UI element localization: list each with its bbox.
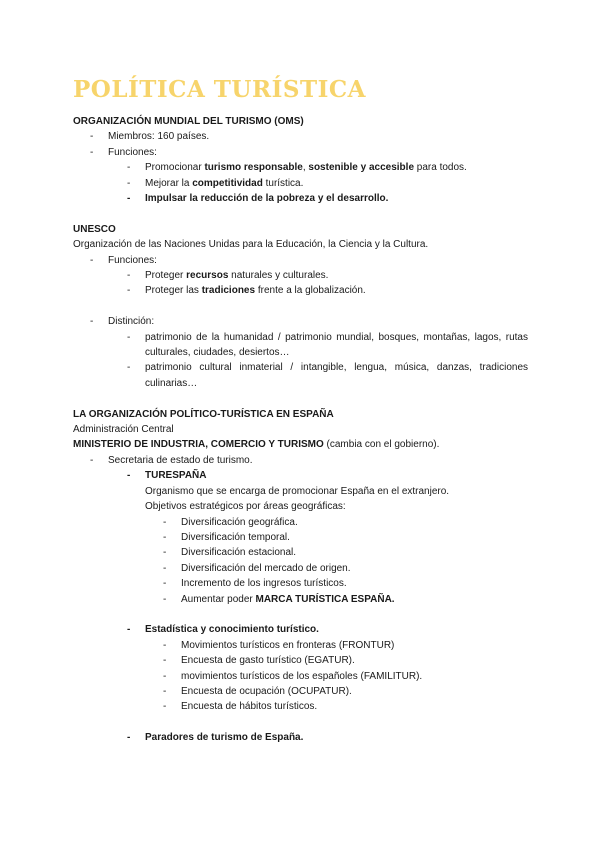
bullet-dash: - (163, 593, 167, 605)
unesco-funcion-1: - Proteger recursos naturales y culturales. (73, 268, 528, 283)
turespana-desc: Organismo que se encarga de promocionar España en el extranjero. (145, 485, 450, 497)
bullet-dash: - (127, 624, 131, 636)
oms-funcion-3: - Impulsar la reducción de la pobreza y el desarrollo. (73, 191, 528, 206)
bullet-dash: - (90, 254, 94, 266)
estadistica-item: - movimientos turísticos de los españoles (FAMILITUR). (73, 669, 528, 684)
unesco-funcion-2: - Proteger las tradiciones frente a la globalización. (73, 283, 528, 298)
bullet-dash: - (127, 177, 131, 189)
document-body (73, 114, 528, 746)
bullet-dash: - (90, 316, 94, 328)
bullet-dash: - (127, 470, 131, 482)
bullet-dash: - (163, 516, 167, 528)
estadistica-heading: - Estadística y conocimiento turístico. (73, 622, 528, 637)
turespana-item: - Diversificación del mercado de origen. (73, 561, 528, 576)
turespana-item-marca: - Aumentar poder MARCA TURÍSTICA ESPAÑA. (73, 592, 528, 607)
estadistica-item: - Encuesta de gasto turístico (EGATUR). (73, 653, 528, 668)
estadistica-item: - Encuesta de hábitos turísticos. (73, 699, 528, 714)
oms-miembros: - Miembros: 160 países. (73, 129, 528, 144)
turespana-heading: - TURESPAÑA (73, 468, 528, 483)
bullet-dash: - (127, 285, 131, 297)
espana-heading: LA ORGANIZACIÓN POLÍTICO-TURÍSTICA EN ESPAÑA (73, 408, 334, 420)
page-title: POLÍTICA TURÍSTICA (73, 76, 366, 103)
bullet-dash: - (163, 670, 167, 682)
unesco-distincion-2: - patrimonio cultural inmaterial / intangible, lengua, música, danzas, tradiciones culinarias… (127, 362, 528, 389)
oms-funcion-1: - Promocionar turismo responsable, sostenible y accesible para todos. (73, 160, 528, 175)
bullet-dash: - (127, 162, 131, 174)
espana-secretaria: - Secretaria de estado de turismo. (73, 453, 528, 468)
turespana-objetivos: Objetivos estratégicos por áreas geográficas: (145, 501, 346, 513)
turespana-item: - Diversificación estacional. (73, 545, 528, 560)
estadistica-item: - Encuesta de ocupación (OCUPATUR). (73, 684, 528, 699)
espana-ministerio: MINISTERIO DE INDUSTRIA, COMERCIO Y TURISMO (cambia con el gobierno). (73, 439, 440, 451)
bullet-dash: - (163, 578, 167, 590)
unesco-funciones: - Funciones: (73, 253, 528, 268)
unesco-full-name: Organización de las Naciones Unidas para la Educación, la Ciencia y la Cultura. (73, 239, 429, 251)
unesco-distincion-1: - patrimonio de la humanidad / patrimonio mundial, bosques, montañas, lagos, rutas culturales, ciudades, desiertos… (127, 331, 528, 359)
bullet-dash: - (127, 732, 131, 744)
turespana-item: - Diversificación geográfica. (73, 515, 528, 530)
bullet-dash: - (163, 701, 167, 713)
bullet-dash: - (127, 270, 131, 282)
bullet-dash: - (163, 685, 167, 697)
bullet-dash: - (163, 655, 167, 667)
turespana-item: - Incremento de los ingresos turísticos. (73, 576, 528, 591)
unesco-heading: UNESCO (73, 223, 116, 235)
oms-funciones: - Funciones: (73, 145, 528, 160)
bullet-dash: - (127, 331, 131, 343)
unesco-distincion: - Distinción: (73, 314, 528, 329)
bullet-dash: - (90, 454, 94, 466)
bullet-dash: - (90, 131, 94, 143)
bullet-dash: - (163, 639, 167, 651)
oms-funcion-2: - Mejorar la competitividad turística. (73, 176, 528, 191)
bullet-dash: - (127, 193, 131, 205)
bullet-dash: - (127, 362, 131, 374)
espana-admin: Administración Central (73, 424, 174, 436)
turespana-item: - Diversificación temporal. (73, 530, 528, 545)
bullet-dash: - (163, 531, 167, 543)
bullet-dash: - (163, 547, 167, 559)
oms-heading: ORGANIZACIÓN MUNDIAL DEL TURISMO (OMS) (73, 116, 304, 127)
bullet-dash: - (90, 146, 94, 158)
bullet-dash: - (163, 562, 167, 574)
paradores-heading: - Paradores de turismo de España. (73, 730, 528, 745)
estadistica-item: - Movimientos turísticos en fronteras (FRONTUR) (73, 638, 528, 653)
